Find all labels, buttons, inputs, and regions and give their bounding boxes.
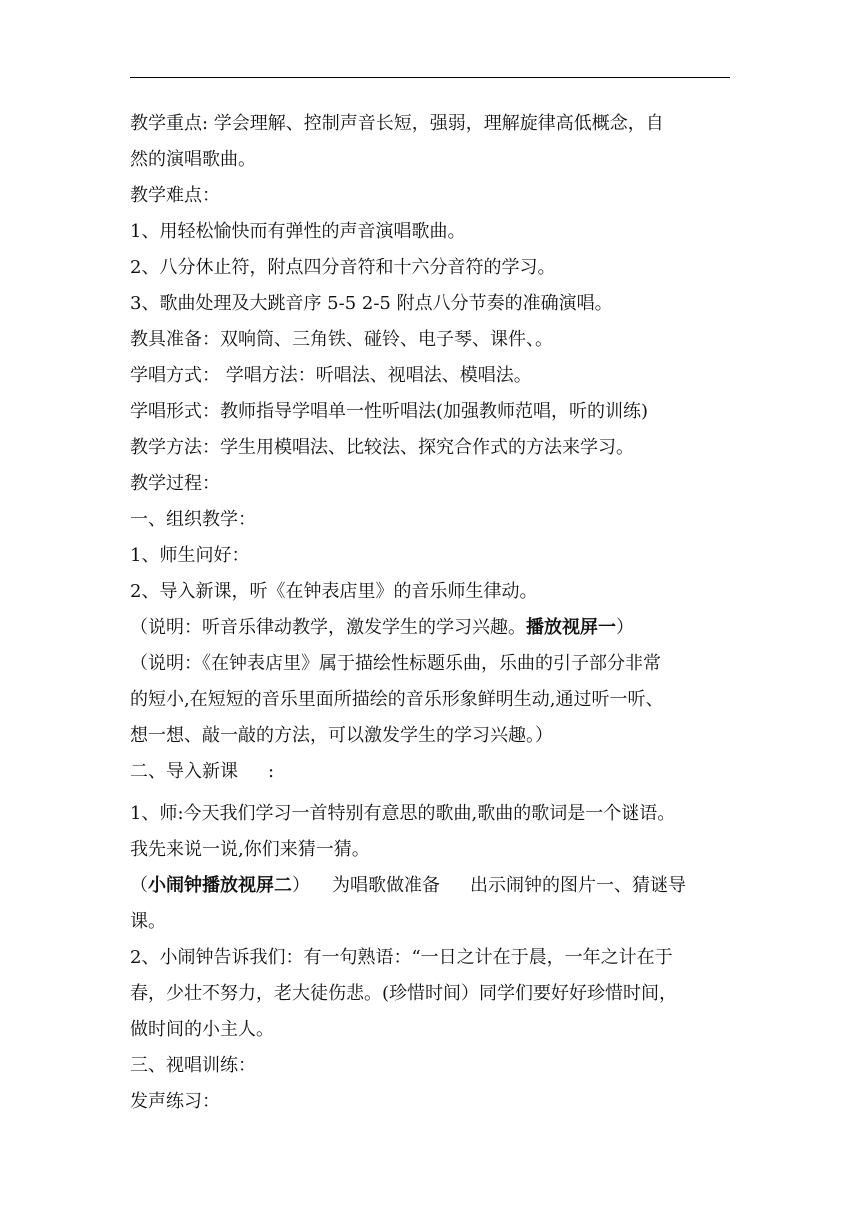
paragraph-line: 春，少壮不努力，老大徒伤悲。(珍惜时间）同学们要好好珍惜时间， [130, 983, 678, 1004]
heading-teaching-difficulty: 教学难点： [130, 185, 220, 206]
paren-close: ） [292, 875, 310, 896]
list-item: 2、八分休止符，附点四分音符和十六分音符的学习。 [130, 257, 556, 278]
section-heading-colon: : [268, 761, 275, 782]
heading-teaching-process: 教学过程： [130, 473, 220, 494]
paragraph-line: 2、小闹钟告诉我们：有一句熟语：“一日之计在于晨，一年之计在于 [130, 947, 673, 968]
paragraph-line: 我先来说一说,你们来猜一猜。 [130, 839, 370, 860]
paragraph-learning-method: 学唱方式： 学唱方法：听唱法、视唱法、模唱法。 [130, 365, 532, 386]
note-line [130, 612, 735, 644]
show-picture-text: 出示闹钟的图片一、猜谜导 [470, 875, 686, 896]
note-line: 想一想、敲一敲的方法，可以激发学生的学习兴趣。） [130, 725, 553, 746]
document-body [130, 108, 735, 1118]
paragraph-line: 课。 [130, 911, 166, 932]
paragraph-learning-form: 学唱形式：教师指导学唱单一性听唱法(加强教师范唱，听的训练) [130, 401, 649, 422]
paragraph-line: 1、师:今天我们学习一首特别有意思的歌曲,歌曲的歌词是一个谜语。 [130, 803, 676, 824]
paragraph-line [130, 870, 735, 902]
paragraph-line: 做时间的小主人。 [130, 1019, 274, 1040]
list-item: 3、歌曲处理及大跳音序 5-5 2-5 附点八分节奏的准确演唱。 [130, 293, 613, 314]
section-heading-2 [130, 756, 735, 788]
list-item: 1、用轻松愉快而有弹性的声音演唱歌曲。 [130, 221, 466, 242]
play-video-two-label: 小闹钟播放视屏二 [148, 875, 292, 896]
note-close: ） [616, 617, 634, 638]
note-line: 的短小,在短短的音乐里面所描绘的音乐形象鲜明生动,通过听一听、 [130, 689, 664, 710]
header-rule [130, 77, 730, 78]
paren-open: （ [130, 875, 148, 896]
section-heading-text: 二、导入新课 [130, 761, 238, 782]
paragraph-teaching-focus: 教学重点: 学会理解、控制声音长短，强弱，理解旋律高低概念，自 [130, 113, 664, 134]
note-text: （说明：听音乐律动教学，激发学生的学习兴趣。 [130, 617, 526, 638]
section-heading-1: 一、组织教学： [130, 509, 256, 530]
paragraph-teaching-method: 教学方法：学生用模唱法、比较法、探究合作式的方法来学习。 [130, 437, 634, 458]
note-line: （说明：《在钟表店里》属于描绘性标题乐曲，乐曲的引子部分非常 [130, 653, 661, 674]
prepare-text: 为唱歌做准备 [332, 875, 440, 896]
section-heading-3: 三、视唱训练： [130, 1055, 256, 1076]
list-item: 1、师生问好： [130, 545, 250, 566]
paragraph-teaching-aids: 教具准备：双响筒、三角铁、碰铃、电子琴、课件、。 [130, 329, 553, 350]
subheading-vocal-practice: 发声练习： [130, 1091, 220, 1112]
play-video-one-label: 播放视屏一 [526, 617, 616, 638]
paragraph-line: 然的演唱歌曲。 [130, 149, 256, 170]
list-item: 2、导入新课，听《在钟表店里》的音乐师生律动。 [130, 581, 538, 602]
